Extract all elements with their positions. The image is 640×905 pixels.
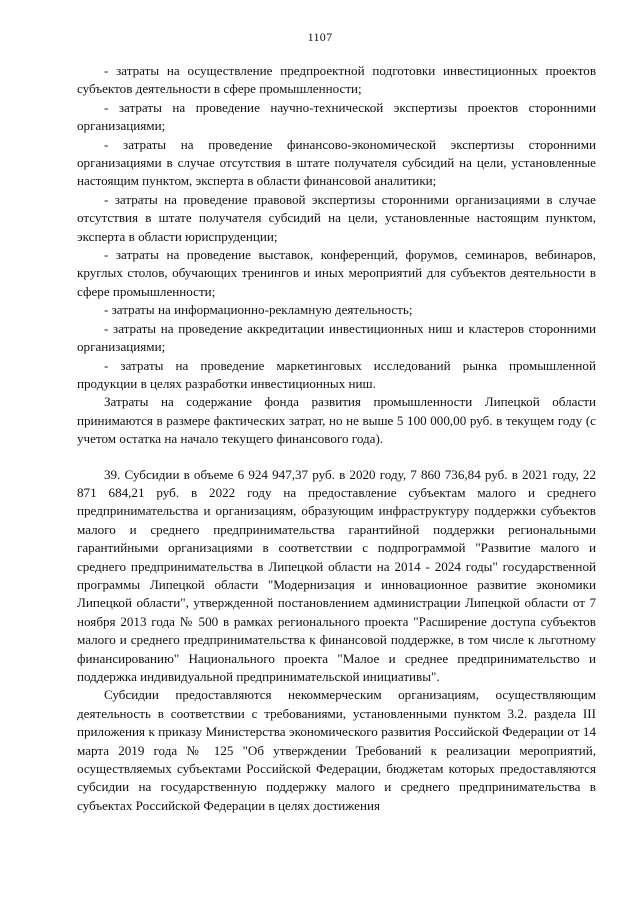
paragraph: - затраты на проведение аккредитации инвестиционных ниш и кластеров сторонними организациями; xyxy=(77,320,596,355)
paragraph: Затраты на содержание фонда развития промышленности Липецкой области принимаются в размере фактических затрат, но не выше 5 100 000,00 руб. в текущем году (с учетом остатка на начало текущего финансового года). xyxy=(77,394,596,447)
paragraph: Субсидии предоставляются некоммерческим организациям, осуществляющим деятельность в соответствии с требованиями, установленными пунктом 3.2. раздела III приложения к приказу Министерства экономического развития Российской Федерации от 14 марта 2019 года № 125 "Об утверждении Требований к реализации мероприятий, осуществляемых субъектами Российской Федерации, бюджетам которых предоставляются субсидии на государственную поддержку малого и среднего предпринимательства в субъектах Российской Федерации в целях достижения xyxy=(77,687,596,813)
paragraph: - затраты на проведение маркетинговых исследований рынка промышленной продукции в целях разработки инвестиционных ниш. xyxy=(77,357,596,391)
paragraph: 39. Субсидии в объеме 6 924 947,37 руб. в 2020 году, 7 860 736,84 руб. в 2021 году, 22 871 684,21 руб. в 2022 году на предоставление субъектам малого и среднего предпринимательства и организациям, образующим инфраструктуру поддержки субъектов малого и среднего предпринимательства гарантийной поддержки региональными гарантийными организациями в соответствии с подпрограммой "Развитие малого и среднего предпринимательства в Липецкой области на 2014 - 2024 годы" государственной программы Липецкой области "Модернизация и инновационное развитие экономики Липецкой области", утвержденной постановлением администрации Липецкой области от 7 ноября 2013 года № 500 в рамках регионального проекта "Расширение доступа субъектов малого и среднего предпринимательства к финансовой поддержке, в том числе к льготному финансированию" Национального проекта "Малое и среднее предпринимательство и поддержка индивидуальной предпринимательской инициативы". xyxy=(77,466,596,684)
document-body xyxy=(77,62,596,815)
paragraph: - затраты на проведение правовой экспертизы сторонними организациями в случае отсутствия в штате получателя субсидий на цели, установленные настоящим пунктом, эксперта в области юриспруденции; xyxy=(77,191,596,244)
paragraph: - затраты на осуществление предпроектной подготовки инвестиционных проектов субъектов деятельности в сфере промышленности; xyxy=(77,63,596,97)
page-number: 1107 xyxy=(307,30,333,44)
paragraph: - затраты на информационно-рекламную деятельность; xyxy=(104,302,413,318)
paragraph: - затраты на проведение финансово-экономической экспертизы сторонними организациями в случае отсутствия в штате получателя субсидий на цели, установленные настоящим пунктом, эксперта в области финансовой аналитики; xyxy=(77,136,596,189)
paragraph: - затраты на проведение научно-технической экспертизы проектов сторонними организациями; xyxy=(77,99,596,134)
paragraph: - затраты на проведение выставок, конференций, форумов, семинаров, вебинаров, круглых столов, обучающих тренингов и иных мероприятий для субъектов деятельности в сфере промышленности; xyxy=(77,247,596,299)
